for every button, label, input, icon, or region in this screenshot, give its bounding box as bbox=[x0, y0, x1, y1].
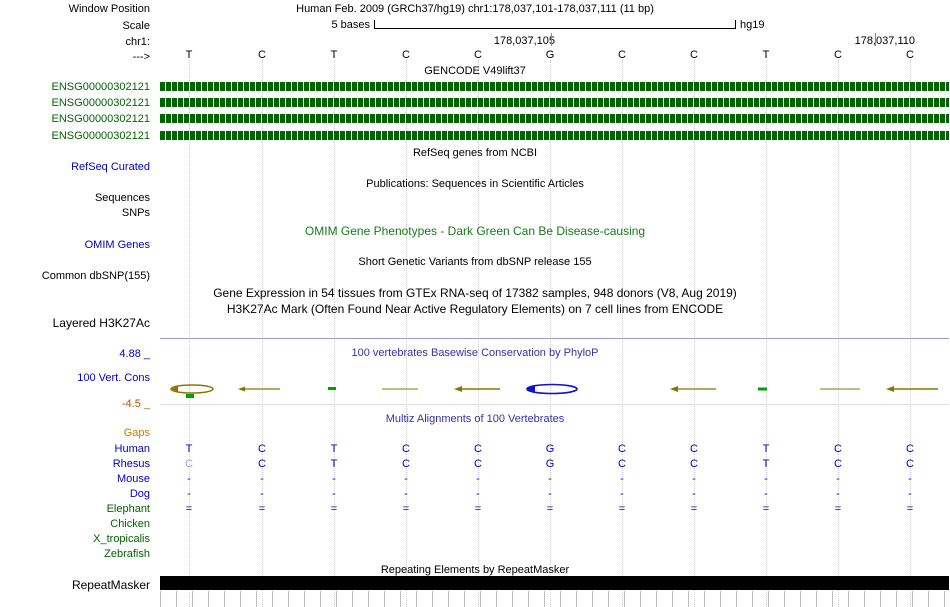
gridline bbox=[189, 60, 190, 607]
scale-bar bbox=[374, 20, 736, 29]
align-base: C bbox=[618, 458, 626, 470]
align-base: = bbox=[906, 503, 914, 515]
gridline bbox=[478, 60, 479, 607]
publications-track-title: Publications: Sequences in Scientific Articles bbox=[366, 178, 584, 190]
ruler-base: C bbox=[906, 49, 914, 61]
align-base: C bbox=[834, 443, 842, 455]
gencode-transcript-bar bbox=[160, 98, 949, 107]
align-base: C bbox=[906, 458, 914, 470]
gtex-track-title: Gene Expression in 54 tissues from GTEx RNA-seq of 17382 samples, 948 donors (V8, Aug 2019) bbox=[213, 286, 737, 300]
gencode-transcript-bar bbox=[160, 114, 949, 123]
align-base: - bbox=[764, 488, 768, 500]
conservation-max-value: 4.88 _ bbox=[119, 348, 150, 360]
ruler-base: C bbox=[474, 49, 482, 61]
align-base: = bbox=[834, 503, 842, 515]
align-base: C bbox=[474, 443, 482, 455]
species-label-rhesus[interactable]: Rhesus bbox=[112, 458, 150, 470]
layered-h3k27ac-label[interactable]: Layered H3K27Ac bbox=[52, 316, 150, 330]
ruler-base: T bbox=[330, 49, 338, 61]
multiz-track-title: Multiz Alignments of 100 Vertebrates bbox=[385, 413, 565, 425]
align-base: - bbox=[908, 473, 912, 485]
gridline bbox=[334, 60, 335, 607]
align-base: = bbox=[258, 503, 266, 515]
species-label-human[interactable]: Human bbox=[114, 443, 150, 455]
align-base: - bbox=[692, 473, 696, 485]
refseq-curated-label[interactable]: RefSeq Curated bbox=[71, 161, 150, 173]
align-base: - bbox=[764, 473, 768, 485]
gencode-gene-label[interactable]: ENSG00000302121 bbox=[51, 130, 150, 142]
ruler-base: C bbox=[258, 49, 266, 61]
align-base: C bbox=[906, 443, 914, 455]
gridline bbox=[766, 60, 767, 607]
align-base: - bbox=[548, 488, 552, 500]
align-base: - bbox=[476, 473, 480, 485]
align-base: - bbox=[332, 488, 336, 500]
coordinate-tick bbox=[551, 33, 552, 46]
align-base: T bbox=[185, 443, 193, 455]
gridline bbox=[262, 60, 263, 607]
align-base: - bbox=[836, 488, 840, 500]
gencode-transcript-row[interactable] bbox=[160, 98, 949, 107]
h3k27ac-track-title: H3K27Ac Mark (Often Found Near Active Regulatory Elements) on 7 cell lines from ENCODE bbox=[226, 302, 724, 316]
common-dbsnp-label[interactable]: Common dbSNP(155) bbox=[41, 270, 150, 282]
coordinate-right: 178,037,110 bbox=[854, 35, 915, 47]
align-base: C bbox=[258, 443, 266, 455]
ruler-base: T bbox=[762, 49, 770, 61]
align-base: - bbox=[620, 488, 624, 500]
align-base: T bbox=[330, 458, 338, 470]
align-base: - bbox=[620, 473, 624, 485]
assembly-position-text: Human Feb. 2009 (GRCh37/hg19) chr1:178,037,101-178,037,111 (11 bp) bbox=[296, 3, 654, 15]
align-base: C bbox=[258, 458, 266, 470]
dbsnp-track-title: Short Genetic Variants from dbSNP release 155 bbox=[358, 256, 592, 268]
align-base: = bbox=[185, 503, 193, 515]
gridline bbox=[550, 60, 551, 607]
repeatmasker-label[interactable]: RepeatMasker bbox=[71, 578, 150, 592]
gencode-transcript-row[interactable] bbox=[160, 131, 949, 140]
conservation-top-border bbox=[160, 338, 949, 339]
align-base: C bbox=[690, 458, 698, 470]
conservation-features bbox=[160, 378, 949, 398]
strand-label: ---> bbox=[132, 51, 150, 63]
align-base: = bbox=[762, 503, 770, 515]
species-label-chicken[interactable]: Chicken bbox=[110, 518, 150, 530]
align-base: C bbox=[402, 458, 410, 470]
species-label-x-tropicalis[interactable]: X_tropicalis bbox=[93, 533, 150, 545]
chrom-label: chr1: bbox=[125, 36, 150, 48]
sequences-label[interactable]: Sequences bbox=[94, 192, 150, 204]
gridline bbox=[694, 60, 695, 607]
conservation-track-title: 100 vertebrates Basewise Conservation by PhyloP bbox=[351, 347, 599, 359]
assembly-db-text: hg19 bbox=[740, 19, 765, 31]
gencode-transcript-row[interactable] bbox=[160, 82, 949, 91]
align-base: - bbox=[260, 488, 264, 500]
scale-label: Scale bbox=[122, 20, 150, 32]
refseq-track-title: RefSeq genes from NCBI bbox=[412, 147, 538, 159]
align-base: T bbox=[762, 458, 770, 470]
align-base: C bbox=[474, 458, 482, 470]
window-position-label: Window Position bbox=[68, 3, 150, 15]
ruler-base: C bbox=[690, 49, 698, 61]
align-base: - bbox=[908, 488, 912, 500]
ruler-base: G bbox=[545, 49, 555, 61]
gencode-track-title: GENCODE V49lift37 bbox=[424, 65, 526, 77]
align-base: = bbox=[402, 503, 410, 515]
align-base: - bbox=[476, 488, 480, 500]
align-base: - bbox=[692, 488, 696, 500]
align-base: - bbox=[260, 473, 264, 485]
align-base: C bbox=[402, 443, 410, 455]
align-base: = bbox=[690, 503, 698, 515]
align-base: T bbox=[330, 443, 338, 455]
align-base: = bbox=[618, 503, 626, 515]
gridline bbox=[406, 60, 407, 607]
repeatmasker-bar[interactable] bbox=[160, 576, 949, 590]
coordinate-left: 178,037,105 bbox=[493, 35, 555, 47]
align-base: G bbox=[545, 443, 555, 455]
gencode-transcript-bar bbox=[160, 82, 949, 91]
align-base: C bbox=[690, 443, 698, 455]
gencode-gene-label[interactable]: ENSG00000302121 bbox=[51, 113, 150, 125]
ruler-base: C bbox=[834, 49, 842, 61]
align-base: - bbox=[332, 473, 336, 485]
snps-label[interactable]: SNPs bbox=[121, 207, 150, 219]
align-base: = bbox=[330, 503, 338, 515]
align-base: - bbox=[548, 473, 552, 485]
align-base: - bbox=[187, 488, 191, 500]
gencode-gene-label[interactable]: ENSG00000302121 bbox=[51, 97, 150, 109]
bottom-tick-row bbox=[160, 591, 949, 607]
align-base: = bbox=[474, 503, 482, 515]
ruler-base: C bbox=[402, 49, 410, 61]
align-base: - bbox=[836, 473, 840, 485]
align-base: C bbox=[185, 458, 193, 470]
repeatmasker-track-title: Repeating Elements by RepeatMasker bbox=[380, 564, 570, 576]
ruler-base: T bbox=[185, 49, 193, 61]
gaps-label[interactable]: Gaps bbox=[123, 427, 150, 439]
align-base: - bbox=[187, 473, 191, 485]
gridline bbox=[910, 60, 911, 607]
conservation-min-value: -4.5 _ bbox=[121, 398, 150, 410]
species-label-elephant[interactable]: Elephant bbox=[106, 503, 150, 515]
align-base: C bbox=[834, 458, 842, 470]
coordinate-tick bbox=[875, 33, 876, 46]
gencode-gene-label[interactable]: ENSG00000302121 bbox=[51, 81, 150, 93]
species-label-zebrafish[interactable]: Zebrafish bbox=[104, 548, 150, 560]
gridline bbox=[622, 60, 623, 607]
omim-genes-label[interactable]: OMIM Genes bbox=[84, 239, 150, 251]
species-label-dog[interactable]: Dog bbox=[129, 488, 150, 500]
omim-track-title: OMIM Gene Phenotypes - Dark Green Can Be Disease-causing bbox=[304, 224, 646, 238]
gencode-transcript-bar bbox=[160, 131, 949, 140]
conservation-track-label[interactable]: 100 Vert. Cons bbox=[77, 372, 150, 384]
align-base: C bbox=[618, 443, 626, 455]
scale-bases-text: 5 bases bbox=[331, 19, 370, 31]
gridline bbox=[838, 60, 839, 607]
species-label-mouse[interactable]: Mouse bbox=[116, 473, 150, 485]
conservation-bottom-border bbox=[160, 404, 949, 405]
align-base: = bbox=[546, 503, 554, 515]
ruler-base: C bbox=[618, 49, 626, 61]
align-base: - bbox=[404, 473, 408, 485]
align-base: - bbox=[404, 488, 408, 500]
align-base: T bbox=[762, 443, 770, 455]
gencode-transcript-row[interactable] bbox=[160, 114, 949, 123]
align-base: G bbox=[545, 458, 555, 470]
